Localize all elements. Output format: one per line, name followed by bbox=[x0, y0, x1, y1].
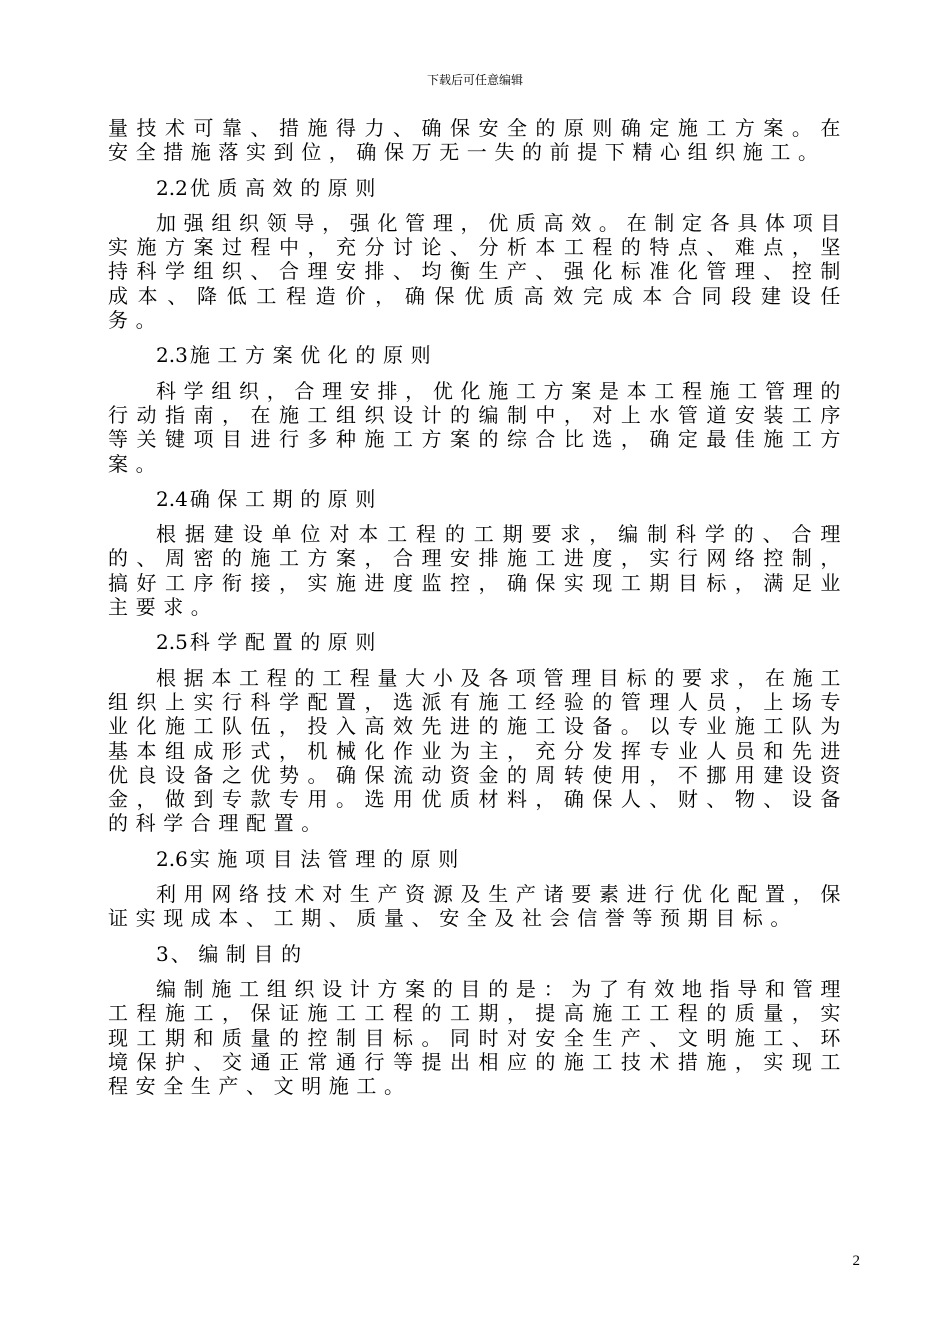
section-number: 2.5 bbox=[156, 630, 188, 655]
document-body bbox=[108, 116, 848, 1098]
paragraph: 科学组织，合理安排，优化施工方案是本工程施工管理的行动指南，在施工组织设计的编制中，对上水管道安装工序等关键项目进行多种施工方案的综合比选，确定最佳施工方案。 bbox=[108, 378, 848, 476]
section-number: 3 bbox=[156, 941, 169, 966]
section-heading bbox=[108, 332, 848, 378]
section-title: 科学配置的原则 bbox=[189, 630, 384, 655]
section-title: 实施项目法管理的原则 bbox=[189, 846, 466, 871]
section-number: 2.2 bbox=[156, 175, 188, 200]
section-title: 优质高效的原则 bbox=[189, 175, 384, 200]
page-header: 下载后可任意编辑 bbox=[426, 73, 523, 87]
section-title: 施工方案优化的原则 bbox=[189, 343, 439, 368]
section-heading bbox=[108, 931, 848, 977]
section-heading bbox=[108, 476, 848, 522]
paragraph: 量技术可靠、措施得力、确保安全的原则确定施工方案。在安全措施落实到位，确保万无一失的前提下精心组织施工。 bbox=[108, 116, 848, 165]
paragraph: 利用网络技术对生产资源及生产诸要素进行优化配置，保证实现成本、工期、质量、安全及社会信誉等预期目标。 bbox=[108, 882, 848, 931]
section-title: 确保工期的原则 bbox=[189, 486, 384, 511]
paragraph: 根据本工程的工程量大小及各项管理目标的要求，在施工组织上实行科学配置，选派有施工经验的管理人员，上场专业化施工队伍，投入高效先进的施工设备。以专业施工队为基本组成形式，机械化作业为主，充分发挥专业人员和先进优良设备之优势。确保流动资金的周转使用，不挪用建设资金，做到专款专用。选用优质材料，确保人、财、物、设备的科学合理配置。 bbox=[108, 665, 848, 836]
section-number: 2.4 bbox=[156, 486, 188, 511]
section-number: 2.3 bbox=[156, 343, 188, 368]
section-heading bbox=[108, 619, 848, 665]
section-heading bbox=[108, 836, 848, 882]
section-number: 2.6 bbox=[156, 846, 188, 871]
page-number: 2 bbox=[852, 1253, 860, 1269]
paragraph: 编制施工组织设计方案的目的是：为了有效地指导和管理工程施工，保证施工工程的工期，提高施工工程的质量，实现工期和质量的控制目标。同时对安全生产、文明施工、环境保护、交通正常通行等提出相应的施工技术措施，实现工程安全生产、文明施工。 bbox=[108, 976, 848, 1099]
paragraph: 根据建设单位对本工程的工期要求，编制科学的、合理的、周密的施工方案，合理安排施工进度，实行网络控制，搞好工序衔接，实施进度监控，确保实现工期目标，满足业主要求。 bbox=[108, 522, 848, 620]
section-heading bbox=[108, 165, 848, 211]
section-title: 、编制目的 bbox=[170, 941, 309, 966]
paragraph: 加强组织领导，强化管理，优质高效。在制定各具体项目实施方案过程中，充分讨论、分析本工程的特点、难点，坚持科学组织、合理安排、均衡生产、强化标准化管理、控制成本、降低工程造价，确保优质高效完成本合同段建设任务。 bbox=[108, 210, 848, 333]
